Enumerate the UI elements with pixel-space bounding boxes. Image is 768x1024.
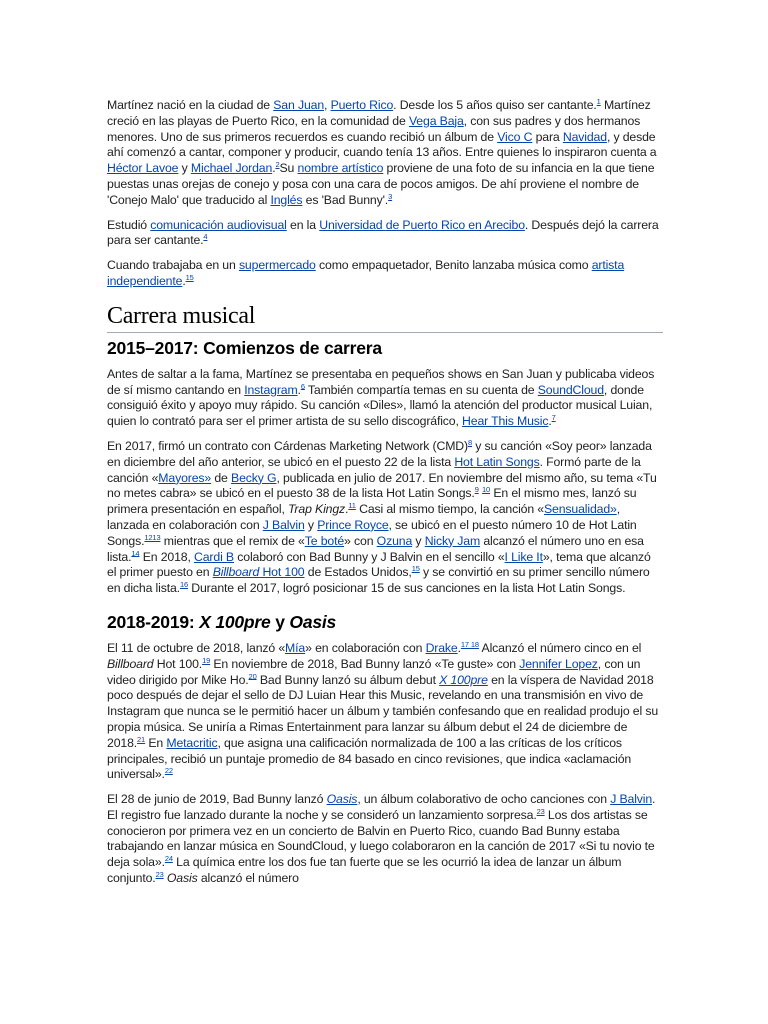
- link-comunicacion-audiovisual[interactable]: comunicación audiovisual: [150, 217, 287, 232]
- text: .: [345, 502, 349, 517]
- link-puerto-rico[interactable]: Puerto Rico: [330, 98, 394, 112]
- paragraph-2017: [107, 439, 663, 597]
- citation-link[interactable]: 17 18: [460, 639, 479, 649]
- text: colaboró con Bad Bunny y J Balvin en el sencillo «: [233, 549, 505, 564]
- text: En 2018,: [139, 549, 195, 564]
- citation-link[interactable]: 15: [185, 272, 194, 282]
- citation: [461, 640, 479, 649]
- text: La química entre los dos fue tan fuerte que se les ocurrió la idea de lanzar un álbum conjunto.: [107, 855, 622, 886]
- text: , se ubicó en el puesto número 10 de Hot Latin Songs.: [107, 517, 637, 548]
- link-navidad[interactable]: Navidad: [562, 129, 607, 144]
- text: es 'Bad Bunny'.: [302, 192, 389, 207]
- link-mia[interactable]: Mía: [285, 640, 306, 655]
- text: En noviembre de 2018, Bad Bunny lanzó «Te guste» con: [210, 656, 520, 671]
- text: en la víspera de Navidad 2018 poco después de dejar el sello de DJ Luian Hear this Music, revelando en una transmisión en vivo de Instagram que nunca se le permitió hacer un álbum y también confesando que en realidad produjo el su propia música. Se uniría a Rimas Entertainment para lanzar su álbum debut el 24 de diciembre de 2018.: [107, 672, 659, 750]
- citation-link[interactable]: 9: [474, 485, 479, 495]
- text: y: [412, 533, 425, 548]
- citation: [537, 807, 545, 816]
- citation: [348, 501, 356, 510]
- text: , con un video dirigido por Mike Ho.: [107, 656, 641, 687]
- citation: [137, 735, 145, 744]
- link-jennifer-lopez[interactable]: Jennifer Lopez: [519, 656, 598, 671]
- link-x-100pre[interactable]: [439, 673, 488, 687]
- link-artista-independiente[interactable]: artista independiente: [107, 258, 625, 288]
- text: » en colaboración con: [305, 640, 426, 655]
- paragraph-supermarket: [107, 258, 663, 290]
- text: Su: [279, 161, 298, 176]
- paragraph-early-life: [107, 98, 663, 209]
- article-body: [107, 98, 663, 896]
- text: y se convirtió en su primer sencillo número en dicha lista.: [107, 565, 650, 596]
- heading-album-oasis: Oasis: [289, 611, 337, 632]
- citation-link[interactable]: 11: [348, 501, 356, 511]
- text: proviene de una foto de su infancia en la que tiene puestas unas orejas de conejo y posa con una cara de pocos amigos. De ahí proviene el nombre de 'Conejo Malo' que traducido al: [107, 161, 655, 207]
- link-drake[interactable]: Drake: [425, 640, 458, 655]
- citation-link[interactable]: 22: [164, 766, 173, 776]
- citation-link[interactable]: 1213: [144, 532, 161, 542]
- text: Los dos artistas se conocieron por primera vez en un concierto de Balvin en Puerto Rico, cuando Bad Bunny estaba trabajando en lanzar música en SoundCloud, y luego colaboraron en la canción de 2017 «Si tu novio te deja sola».: [107, 807, 655, 870]
- link-prince-royce[interactable]: Prince Royce: [317, 517, 389, 532]
- link-hear-this-music[interactable]: Hear This Music: [462, 414, 549, 429]
- citation-link[interactable]: 23: [155, 869, 164, 879]
- link-becky-g[interactable]: Becky G: [231, 470, 277, 485]
- title-trap-kingz: Trap Kingz: [287, 502, 346, 517]
- citation-link[interactable]: 3: [388, 191, 393, 201]
- text: .: [182, 273, 186, 288]
- citation-link[interactable]: 14: [131, 548, 140, 558]
- citation-link[interactable]: 16: [179, 580, 188, 590]
- paragraph-2018: [107, 641, 663, 783]
- subsection-heading-2015-2017: 2015–2017: Comienzos de carrera: [107, 337, 382, 358]
- link-soundcloud[interactable]: SoundCloud: [537, 382, 604, 397]
- text: alcanzó el número uno en esa lista.: [107, 533, 644, 564]
- heading-text: y: [270, 611, 290, 632]
- text: .: [272, 161, 276, 176]
- citation-link[interactable]: 4: [203, 232, 208, 242]
- link-hot-latin-songs[interactable]: Hot Latin Songs: [454, 454, 540, 469]
- text: Alcanzó el número cinco en el: [478, 640, 642, 655]
- link-ozuna[interactable]: Ozuna: [376, 533, 413, 548]
- text: y su canción «Soy peor» lanzada en diciembre del año anterior, se ubicó en el puesto 22 de la lista: [107, 438, 652, 469]
- heading-text: 2018-2019:: [107, 611, 200, 632]
- citation: [412, 564, 420, 573]
- citation-link[interactable]: 15: [411, 564, 420, 574]
- text: El 28 de junio de 2019, Bad Bunny lanzó: [107, 792, 327, 807]
- text: , y desde ahí comenzó a cantar, componer y producir, cuando tenía 13 años. Entre quienes lo inspiraron cuenta a: [107, 129, 657, 160]
- text: y: [178, 161, 191, 176]
- text: », tema que alcanzó el primer puesto en: [107, 549, 651, 580]
- citation: [202, 656, 210, 665]
- text: como empaquetador, Benito lanzaba música como: [315, 258, 592, 273]
- text: También compartía temas en su cuenta de: [304, 382, 538, 397]
- text: El 11 de octubre de 2018, lanzó «: [107, 640, 286, 655]
- text: . El registro fue lanzado durante la noche y se consideró un lanzamiento sorpresa.: [107, 792, 656, 822]
- heading-album-x100pre: X 100pre: [199, 611, 271, 632]
- citation: [165, 766, 173, 775]
- hot-100-text: Hot 100: [259, 565, 305, 580]
- link-hector-lavoe[interactable]: Héctor Lavoe: [107, 161, 179, 176]
- link-supermercado[interactable]: supermercado: [238, 258, 316, 273]
- link-vega-baja[interactable]: Vega Baja: [408, 113, 464, 128]
- citation-link[interactable]: 6: [300, 381, 305, 391]
- subsection-heading-2018-2019: [107, 611, 663, 633]
- citation-link[interactable]: 8: [467, 437, 473, 447]
- text: .: [548, 414, 552, 429]
- link-san-juan[interactable]: San Juan: [273, 98, 325, 112]
- citation-link[interactable]: 19: [202, 655, 211, 665]
- text: Martínez creció en las playas de Puerto Rico, en la comunidad de: [107, 98, 651, 128]
- text: de: [211, 470, 232, 485]
- text: . Después dejó la carrera para ser cantante.: [107, 217, 659, 248]
- text: , publicada en julio de 2017. En noviembre del mismo año, su tema «Tu no metes cabra» se ubicó en el puesto 38 de la lista Hot Latin Songs.: [107, 470, 657, 501]
- link-michael-jordan[interactable]: Michael Jordan: [190, 161, 273, 176]
- link-billboard-hot-100[interactable]: [213, 565, 305, 579]
- text: , lanzada en colaboración con: [107, 502, 621, 532]
- billboard-italic: Billboard: [212, 565, 260, 580]
- text: , que asigna una calificación normalizada de 100 a las críticas de los críticos principales, recibió un puntaje promedio de 84 basado en cinco revisiones, que indica «aclamación universal».: [107, 735, 632, 782]
- paragraph-education: [107, 218, 663, 250]
- citation: [144, 533, 160, 542]
- text: , un álbum colaborativo de ocho canciones con: [357, 792, 611, 807]
- link-nicky-jam[interactable]: Nicky Jam: [424, 533, 481, 548]
- text: alcanzó el número: [197, 871, 299, 886]
- text: En el mismo mes, lanzó su primera presentación en español,: [107, 486, 637, 517]
- citation-link[interactable]: 23: [536, 806, 545, 816]
- citation-link[interactable]: 24: [164, 854, 173, 864]
- citation-link[interactable]: 1: [596, 96, 601, 106]
- citation: [186, 273, 194, 282]
- text: .: [457, 640, 461, 655]
- link-cardi-b[interactable]: Cardi B: [194, 549, 234, 564]
- text: Martínez nació en la ciudad de: [107, 98, 274, 112]
- citation-link[interactable]: 20: [248, 671, 257, 681]
- link-ingles[interactable]: Inglés: [270, 192, 303, 207]
- citation-link[interactable]: 10: [482, 485, 491, 495]
- text: Antes de saltar a la fama, Martínez se presentaba en pequeños shows en San Juan y publicaba videos de sí mismo cantando en: [107, 366, 655, 397]
- citation: [165, 854, 173, 863]
- citation-link[interactable]: 7: [551, 413, 556, 423]
- citation: [156, 870, 164, 879]
- paragraph-beginnings: [107, 367, 663, 430]
- billboard-italic: Billboard: [107, 656, 154, 671]
- text: , con sus padres y dos hermanos menores. Uno de sus primeros recuerdos es cuando recibió un álbum de: [107, 113, 641, 144]
- link-instagram[interactable]: Instagram: [244, 382, 298, 397]
- text: ,: [324, 98, 331, 112]
- link-metacritic[interactable]: Metacritic: [166, 735, 218, 750]
- text: para: [532, 129, 563, 144]
- text: de Estados Unidos,: [304, 565, 412, 580]
- citation-link[interactable]: 21: [137, 734, 146, 744]
- link-oasis[interactable]: [327, 792, 358, 806]
- text: Bad Bunny lanzó su álbum debut: [256, 672, 440, 687]
- text: Cuando trabajaba en un: [107, 258, 239, 273]
- link-te-bote[interactable]: Te boté: [304, 533, 345, 548]
- citation: [180, 580, 188, 589]
- link-j-balvin-2[interactable]: J Balvin: [610, 792, 653, 807]
- text: » con: [344, 533, 377, 548]
- citation: [388, 192, 392, 201]
- link-j-balvin[interactable]: J Balvin: [262, 517, 305, 532]
- citation: [482, 485, 490, 494]
- text: En: [145, 735, 167, 750]
- section-heading-carrera-musical: Carrera musical: [107, 302, 663, 333]
- oasis-italic: Oasis: [166, 871, 198, 886]
- citation: [203, 232, 207, 241]
- text: . Formó parte de la canción «: [107, 454, 641, 485]
- x100pre-italic: X 100pre: [439, 672, 488, 687]
- link-nombre-artistico[interactable]: nombre artístico: [297, 161, 384, 176]
- citation: [552, 413, 556, 422]
- link-mayores[interactable]: Mayores»: [158, 470, 212, 485]
- text: . Desde los 5 años quiso ser cantante.: [393, 98, 597, 112]
- link-upr-arecibo[interactable]: Universidad de Puerto Rico en Arecibo: [319, 217, 525, 232]
- oasis-italic: Oasis: [326, 792, 358, 807]
- text: En 2017, firmó un contrato con Cárdenas Marketing Network (CMD): [107, 438, 468, 453]
- link-i-like-it[interactable]: I Like It: [504, 549, 543, 564]
- text: Estudió: [107, 217, 151, 232]
- text: Durante el 2017, logró posicionar 15 de sus canciones en la lista Hot Latin Songs.: [188, 581, 626, 596]
- link-vico-c[interactable]: Vico C: [497, 129, 533, 144]
- text: Hot 100.: [153, 656, 203, 671]
- text: y: [304, 517, 318, 532]
- text: Casi al mismo tiempo, la canción «: [355, 502, 544, 517]
- link-sensualidad[interactable]: Sensualidad»: [544, 502, 617, 517]
- text: .: [297, 382, 301, 397]
- text: en la: [286, 217, 320, 232]
- text: , donde consiguió éxito y apoyo muy rápido. Su canción «Diles», llamó la atención del productor musical Luian, quien lo contrató para ser el primer artista de su sello discográfico,: [107, 382, 653, 429]
- text: mientras que el remix de «: [160, 533, 305, 548]
- citation-link[interactable]: 2: [275, 160, 280, 170]
- paragraph-oasis: [107, 792, 663, 887]
- citation: [249, 671, 257, 680]
